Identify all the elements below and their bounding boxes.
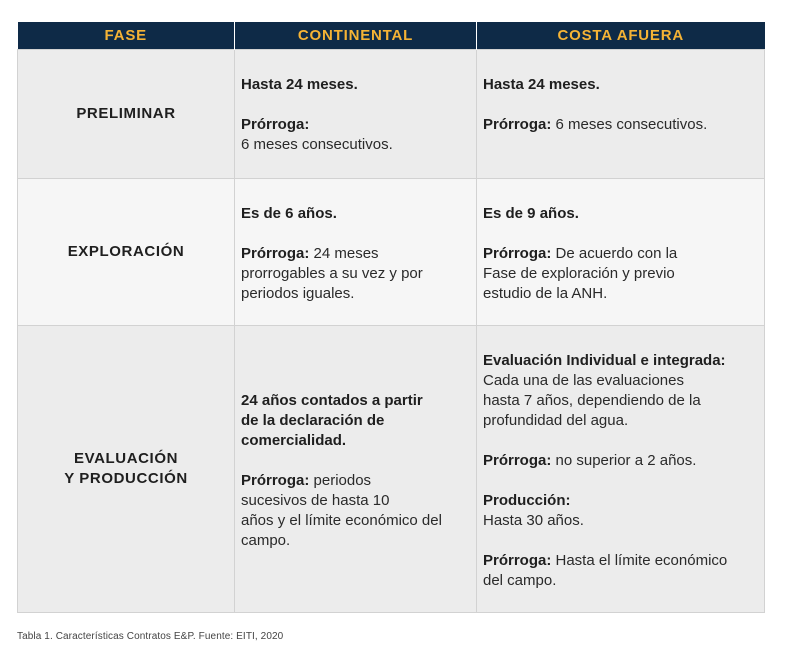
extension-text: años y el límite económico del [241,512,442,529]
production-text: Hasta 30 años. [483,512,584,529]
evaluation-label: Evaluación Individual e integrada: [483,352,726,369]
contracts-table-container [17,22,764,613]
phase-cell-evaluacion-produccion [18,326,235,613]
duration-text: Es de 6 años. [241,205,337,222]
extension-text: no superior a 2 años. [551,452,697,469]
extension-text: estudio de la ANH. [483,285,608,302]
contracts-table [17,22,765,613]
extension-line [483,451,758,471]
extension-line [483,551,758,571]
production-label: Producción: [483,492,571,509]
table-header [18,22,765,50]
header-fase: FASE [18,22,235,50]
extension-label: Prórroga: [241,245,310,262]
table-row-preliminar [18,50,765,179]
extension-line [483,115,758,135]
continental-cell-preliminar [235,50,477,179]
extension-text: periodos [309,472,372,489]
extension-text: periodos iguales. [241,285,355,302]
extension-label: Prórroga: [241,116,310,133]
continental-cell-evaluacion-produccion [235,326,477,613]
extension-text: sucesivos de hasta 10 [241,492,390,509]
extension-text: 6 meses consecutivos. [555,116,708,133]
extension-text: 24 meses [309,245,379,262]
phase-label: Y PRODUCCIÓN [64,470,188,487]
offshore-cell-preliminar [477,50,765,179]
duration-text: 24 años contados a partir [241,392,423,409]
duration-text: Hasta 24 meses. [241,76,358,93]
extension-text: 6 meses consecutivos. [241,136,393,153]
continental-cell-exploracion [235,179,477,326]
duration-text: de la declaración de [241,412,385,429]
extension-line [241,244,470,264]
extension-label: Prórroga: [483,116,552,133]
evaluation-text: hasta 7 años, dependiendo de la [483,392,701,409]
extension-text: prorrogables a su vez y por [241,265,423,282]
extension-text: Fase de exploración y previo [483,265,675,282]
table-caption: Tabla 1. Características Contratos E&P. Fuente: EITI, 2020 [17,631,284,642]
extension-text: Hasta el límite económico [551,552,728,569]
header-costa-afuera: COSTA AFUERA [477,22,765,50]
extension-label: Prórroga: [241,472,310,489]
extension-line [483,244,758,264]
evaluation-text: Cada una de las evaluaciones [483,372,684,389]
offshore-cell-exploracion [477,179,765,326]
extension-line [241,471,470,491]
extension-label: Prórroga: [483,452,552,469]
phase-label: EVALUACIÓN [73,450,179,467]
duration-text: comercialidad. [241,432,347,449]
phase-label: EXPLORACIÓN [67,243,185,260]
extension-label: Prórroga: [483,552,552,569]
extension-label: Prórroga: [483,245,552,262]
evaluation-text: profundidad del agua. [483,412,629,429]
table-row-exploracion [18,179,765,326]
extension-text: De acuerdo con la [551,245,678,262]
header-row [18,22,765,50]
offshore-cell-evaluacion-produccion [477,326,765,613]
duration-text: Hasta 24 meses. [483,76,600,93]
table-body [18,50,765,613]
table-row-evaluacion-produccion [18,326,765,613]
phase-cell-exploracion [18,179,235,326]
duration-text: Es de 9 años. [483,205,579,222]
extension-text: campo. [241,532,291,549]
phase-cell-preliminar [18,50,235,179]
extension-text: del campo. [483,572,557,589]
phase-label: PRELIMINAR [76,105,176,122]
header-continental: CONTINENTAL [235,22,477,50]
